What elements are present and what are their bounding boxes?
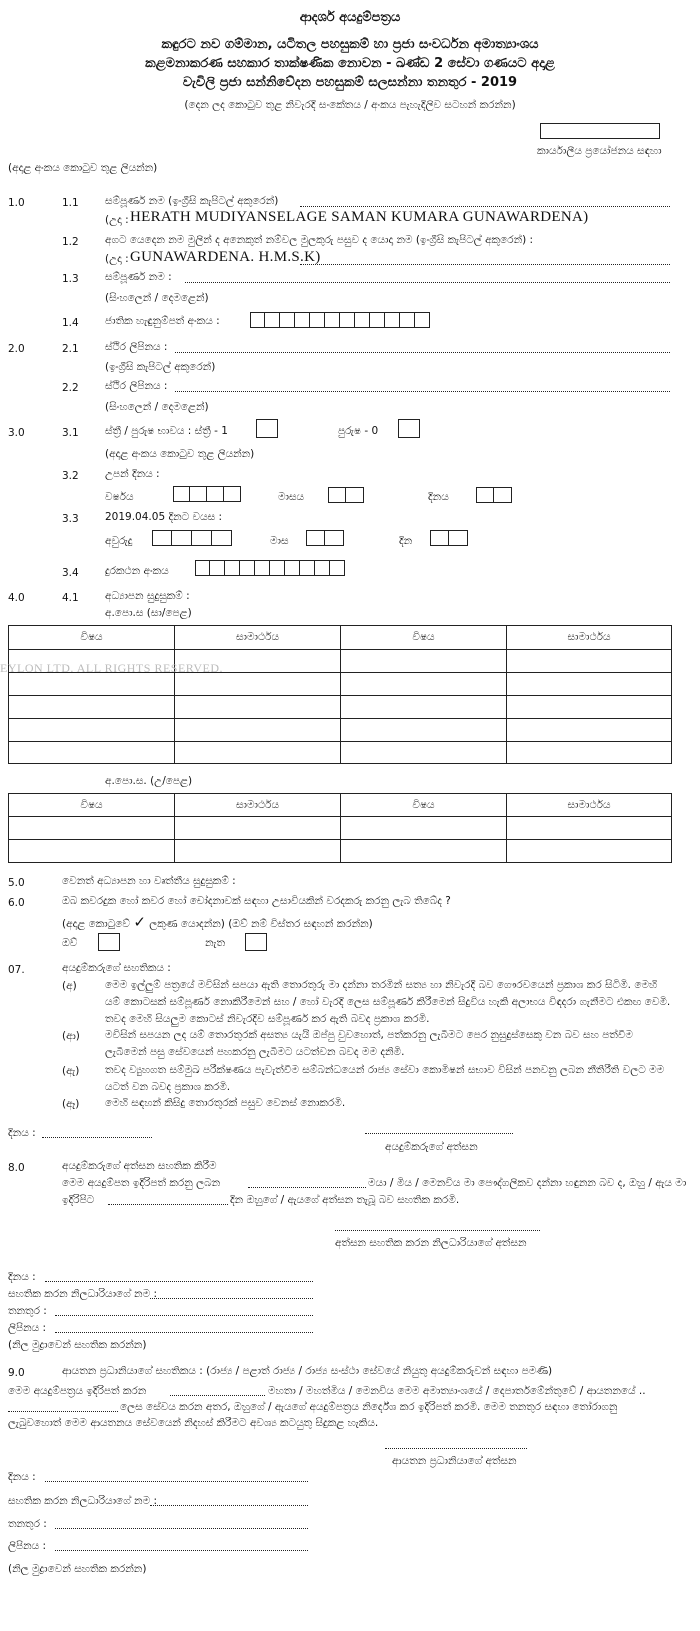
instruction-note: (දෙන ලද කොටුව තුළ නිවැරදි සංකේතය / අංකය පැහැදිලිව සටහන් කරන්න) (184, 99, 516, 111)
designation-line[interactable] (55, 1528, 308, 1529)
date-line[interactable] (45, 1281, 313, 1282)
col-grade: සාමාර්ථය (507, 626, 672, 650)
item-number: 1.2 (62, 236, 79, 248)
male-box[interactable] (398, 419, 420, 438)
date-label: දිනය : (8, 1471, 36, 1483)
nic-boxes[interactable] (250, 312, 430, 328)
declaration-label: අයදුම්කරුගේ සහතිකය : (62, 962, 171, 974)
attestation-text: මයා / මිය / මෙනවිය මා පෞද්ගලිකව දන්නා හඳුනන බව ද, ඔහු / ඇය මා (368, 1177, 687, 1189)
clause-key: (ආ) (62, 1030, 80, 1042)
table-row (9, 817, 672, 840)
age-months-boxes[interactable] (306, 530, 344, 546)
date-line[interactable] (45, 1481, 308, 1482)
item-number: 3.1 (62, 427, 79, 439)
officer-name-line[interactable] (150, 1298, 313, 1299)
gender-instruction: (අදාළ අංකය කොටුව තුළ ලියන්න) (105, 448, 255, 460)
full-name-english-line[interactable] (300, 206, 670, 207)
name-with-initials-label: අගට යෙදෙන නම මුලින් ද අනෙකුත් නම්වල මුලකුරු පසුව ද යොදා නම (ඉංග්‍රීසි කැපිටල් අකුරෙන්) : (105, 234, 534, 246)
designation-label: තනතුර : (8, 1518, 47, 1530)
dob-day-label: දිනය (428, 491, 449, 503)
al-label: අ.පො.ස. (උ/පෙළ) (105, 775, 193, 787)
col-grade: සාමාර්ථය (175, 794, 341, 817)
form-title: ආදර්ශ අයදුම්පත්‍රය (299, 10, 401, 25)
date-label: දිනය : (8, 1127, 36, 1139)
address-label: ලිපිනය : (8, 1540, 47, 1552)
service-category: කළමනාකරණ සහකාර තාක්ෂණික නොවන - ඛණ්ඩ 2 සේවා ගණයට අදාළ (145, 56, 555, 71)
attestation-text: ඉදිරිපිට (62, 1194, 95, 1206)
item-number: 3.4 (62, 567, 79, 579)
no-label: නැත (205, 937, 225, 949)
col-subject: විෂය (9, 794, 175, 817)
item-number: 2.2 (62, 382, 79, 394)
attestation-text: මෙම අයදුම්පත ඉදිරිපත් කරනු ලබන (62, 1177, 221, 1189)
full-name-local-label: සම්පූර්ණ නම : (105, 271, 172, 283)
officer-signature-label: අත්සන සහතික කරන නිලධාරියාගේ අත්සන (335, 1237, 527, 1249)
age-days-boxes[interactable] (430, 530, 468, 546)
clause-key: (අ) (62, 980, 77, 992)
section-number: 3.0 (8, 427, 25, 439)
address-line[interactable] (55, 1550, 308, 1551)
other-qualifications-label: වෙනත් අධ්‍යාපන හා වෘත්තීය සුදුසුකම් : (62, 875, 236, 887)
section-number: 5.0 (8, 877, 25, 889)
office-use-box[interactable] (540, 123, 660, 139)
item-number: 1.1 (62, 197, 79, 209)
section-number: 4.0 (8, 592, 25, 604)
dob-month-boxes[interactable] (328, 487, 364, 503)
language-note: (සිංහලෙන් / දෙමළෙන්) (105, 292, 209, 304)
col-subject: විෂය (341, 626, 507, 650)
col-subject: විෂය (9, 626, 175, 650)
clause-text: තවද ව්‍යුහගත සම්මුඛ පරීක්ෂණය පැවැත්වීම සම්බන්ධයෙන් රාජ්‍ය සේවා කොමිෂන් සභාව විසින් පනවනු ලබන නීතිරීති වලට මම යටත් වන බවද ප්‍රකාශ කරමි. (105, 1064, 665, 1093)
date-label: දිනය : (8, 1271, 36, 1283)
section-number: 9.0 (8, 1367, 25, 1379)
designation-label: තනතුර : (8, 1305, 47, 1317)
male-label: පුරුෂ - 0 (338, 425, 379, 437)
al-results-table (8, 793, 672, 863)
ol-results-table (8, 625, 672, 764)
date-line[interactable] (42, 1137, 152, 1138)
attestation-text: දින ඔහුගේ / ඇයගේ අත්සන තැබූ බව සහතික කරමි. (230, 1194, 460, 1206)
ol-label: අ.පො.ස (සා/පෙළ) (105, 607, 192, 619)
section-number: 8.0 (8, 1162, 25, 1174)
col-grade: සාමාර්ථය (507, 794, 672, 817)
attestation-label: අයදුම්කරුගේ අත්සන සහතික කිරීම (62, 1160, 217, 1172)
full-name-local-line[interactable] (185, 282, 670, 283)
item-number: 4.1 (62, 592, 79, 604)
name-with-initials-line[interactable] (300, 264, 670, 265)
phone-boxes[interactable] (195, 560, 345, 576)
number-instruction: (අදාළ අංකය කොටුව තුළ ලියන්න) (8, 162, 158, 174)
col-subject: විෂය (341, 794, 507, 817)
yes-box[interactable] (98, 933, 120, 951)
officer-signature-line[interactable] (335, 1230, 540, 1231)
clause-key: (ඈ) (62, 1098, 80, 1110)
address-local-label: ස්ථිර ලිපිනය : (105, 380, 168, 392)
female-box[interactable] (256, 419, 278, 438)
item-number: 1.4 (62, 317, 79, 329)
table-row (9, 840, 672, 863)
head-signature-line[interactable] (385, 1448, 527, 1449)
section-number: 2.0 (8, 343, 25, 355)
dob-month-label: මාසය (278, 491, 305, 503)
head-certificate-text: මෙම අයදුම්පත්‍රය ඉදිරිපත් කරන (8, 1385, 147, 1397)
conviction-question: ඔබ කවරදුක හෝ කවර හෝ චෝදනාවක් සඳහා උසාවියකින් වරදකරු කරනු ලැබ තිබේද ? (62, 895, 451, 907)
section-number: 1.0 (8, 197, 25, 209)
col-grade: සාමාර්ථය (175, 626, 341, 650)
officer-name-label: සහතික කරන නිලධාරියාගේ නම : (8, 1288, 157, 1300)
applicant-signature-label: අයදුම්කරුගේ අත්සන (385, 1141, 478, 1153)
phone-label: දුරකථන අංකය (105, 565, 169, 577)
yes-label: ඔව් (62, 937, 78, 949)
section-number: 07. (8, 964, 25, 976)
head-certificate-text: ලෙස සේවය කරන අතර, ඔහුගේ / ඇයගේ අයදුම්පත්‍රය නිර්දේශ කර ඉදිරිපත් කරමි. මෙම තනතුර සඳහා තෝරාගනු (120, 1401, 618, 1413)
address-label: ලිපිනය : (8, 1322, 47, 1334)
table-row (9, 742, 672, 764)
officer-name-label: සහතික කරන නිලධාරියාගේ නම : (8, 1495, 157, 1507)
item-number: 1.3 (62, 273, 79, 285)
age-years-boxes[interactable] (152, 530, 232, 546)
office-use-label: කාර්යාලීය ප්‍රයෝජනය සඳහා (537, 145, 662, 157)
table-row (9, 696, 672, 719)
table-row (9, 719, 672, 742)
item-number: 3.2 (62, 470, 79, 482)
education-label: අධ්‍යාපන සුදුසුකම් : (105, 590, 190, 602)
nic-label: ජාතික හැඳුනුම්පත් අංකය : (105, 315, 220, 327)
dob-year-boxes[interactable] (173, 486, 241, 502)
dob-day-boxes[interactable] (476, 487, 512, 503)
employee-post-line[interactable] (8, 1411, 118, 1412)
item-number: 2.1 (62, 343, 79, 355)
tick-instruction: (අදාළ කොටුවේ ✓ ලකුණ යොදන්න) (ඔව් නම් විස්තර සඳහන් කරන්න) (62, 913, 373, 931)
language-note: (සිංහලෙන් / දෙමළෙන්) (105, 401, 209, 413)
head-certificate-label: ආයතන ප්‍රධානියාගේ සහතිකය : (රාජ්‍ය / පළාත් රාජ්‍ය / රාජ්‍ය සංස්ථා සේවයේ නියුතු අයදුම්කරුවන් සඳහා පමණි) (62, 1365, 553, 1377)
address-english-line[interactable] (175, 352, 670, 353)
attest-date-line[interactable] (108, 1204, 228, 1205)
example-prefix: (උදා : (105, 214, 129, 226)
clause-text: මෙහි සඳහන් කිසිදු තොරතුරක් පසුව වෙනස් නොකරමි. (105, 1097, 346, 1109)
applicant-name-line[interactable] (248, 1187, 366, 1188)
head-certificate-text: ලැබුවහොත් මෙම ආයතනය සේවයෙන් නිදහස් කිරීමට අවශ්‍ය කටයුතු සිදුකළ හැකිය. (8, 1417, 379, 1429)
clause-text: මවිසින් සපයන ලද යම් තොරතුරක් අසත්‍ය යැයි ඔප්පු වුවහොත්, පත්කරනු ලැබීමට පෙර නුසුදුස්සෙකු වන බව සහ පත්වීම ලැබීමෙන් පසු සේවයෙන් පහකරනු ලැබීමට යටත්වන බවද මම දනිමි. (105, 1029, 633, 1058)
designation-line[interactable] (55, 1315, 313, 1316)
gender-label: ස්ත්‍රී / පුරුෂ භාවය : ස්ත්‍රී - 1 (105, 425, 228, 437)
no-box[interactable] (245, 933, 267, 951)
head-signature-label: ආයතන ප්‍රධානියාගේ අත්සන (392, 1455, 517, 1467)
section-number: 6.0 (8, 897, 25, 909)
full-name-english-label: සම්පූර්ණ නම (ඉංග්‍රීසි කැපිටල් අකුරෙන්) (105, 195, 279, 207)
age-years-label: අවුරුදු (105, 535, 133, 547)
watermark: EYLON LTD. ALL RIGHTS RESERVED. (0, 661, 223, 675)
item-number: 3.3 (62, 513, 79, 525)
address-english-label: ස්ථිර ලිපිනය : (105, 341, 168, 353)
clause-key: (ඇ) (62, 1065, 80, 1077)
stamp-instruction: (නිල මුද්‍රාවෙන් සහතික කරන්න) (8, 1563, 147, 1575)
address-line[interactable] (55, 1332, 313, 1333)
tick-icon: ✓ (133, 913, 146, 931)
clause-text: මෙම ඉල්ලුම් පත්‍රයේ මවිසින් සපයා ඇති තොරතුරු මා දන්නා තරමින් සත්‍ය හා නිවැරදි බව ගෞරවයෙන් ප්‍රකාශ කර සිටිමි. මෙහි යම් කොටසක් සම්පූර්ණ නොකිරීමෙන් සහ / හෝ වැරදි ලෙස සම්පූර්ණ කිරීමෙන් සිදුවිය හැකි අලාභය විඳදරා ගැනීමට එකඟ වෙමි. තවද මෙහි සියලුම කොටස් නිවැරදිව සම්පූර්ණ කර ඇති බවද ප්‍රකාශ කරමි. (105, 979, 671, 1025)
age-days-label: දින (399, 535, 413, 547)
address-local-line[interactable] (175, 391, 670, 392)
employee-name-line[interactable] (170, 1395, 265, 1396)
dob-label: උපන් දිනය : (105, 468, 160, 480)
head-certificate-text: මහතා / මහත්මිය / මෙනවිය මෙම අමාත්‍යාංශයේ / දෙපාර්තමේන්තුවේ / ආයතනයේ .. (268, 1385, 646, 1397)
post-title: වැවිලි ප්‍රජා සන්නිවේදන පහසුකම් සලසන්නා තනතුර - 2019 (182, 75, 518, 90)
language-note: (ඉංග්‍රීසි කැපිටල් අකුරෙන්) (105, 361, 216, 373)
example-full-name: HERATH MUDIYANSELAGE SAMAN KUMARA GUNAWARDENA) (130, 209, 589, 225)
example-prefix: (උදා : (105, 253, 129, 265)
example-name-with-initials: GUNAWARDENA. H.M.S.K) (130, 249, 321, 265)
dob-year-label: වර්ෂය (105, 491, 134, 503)
age-months-label: මාස (270, 535, 289, 547)
age-label: 2019.04.05 දිනට වයස : (105, 511, 223, 523)
ministry-name: කඳුරට නව ගම්මාන, යටිතල පහසුකම් හා ප්‍රජා සංවර්ධන අමාත්‍යාංශය (161, 37, 539, 52)
signature-line[interactable] (365, 1133, 513, 1134)
stamp-instruction: (නිල මුද්‍රාවෙන් සහතික කරන්න) (8, 1339, 147, 1351)
officer-name-line[interactable] (150, 1505, 308, 1506)
